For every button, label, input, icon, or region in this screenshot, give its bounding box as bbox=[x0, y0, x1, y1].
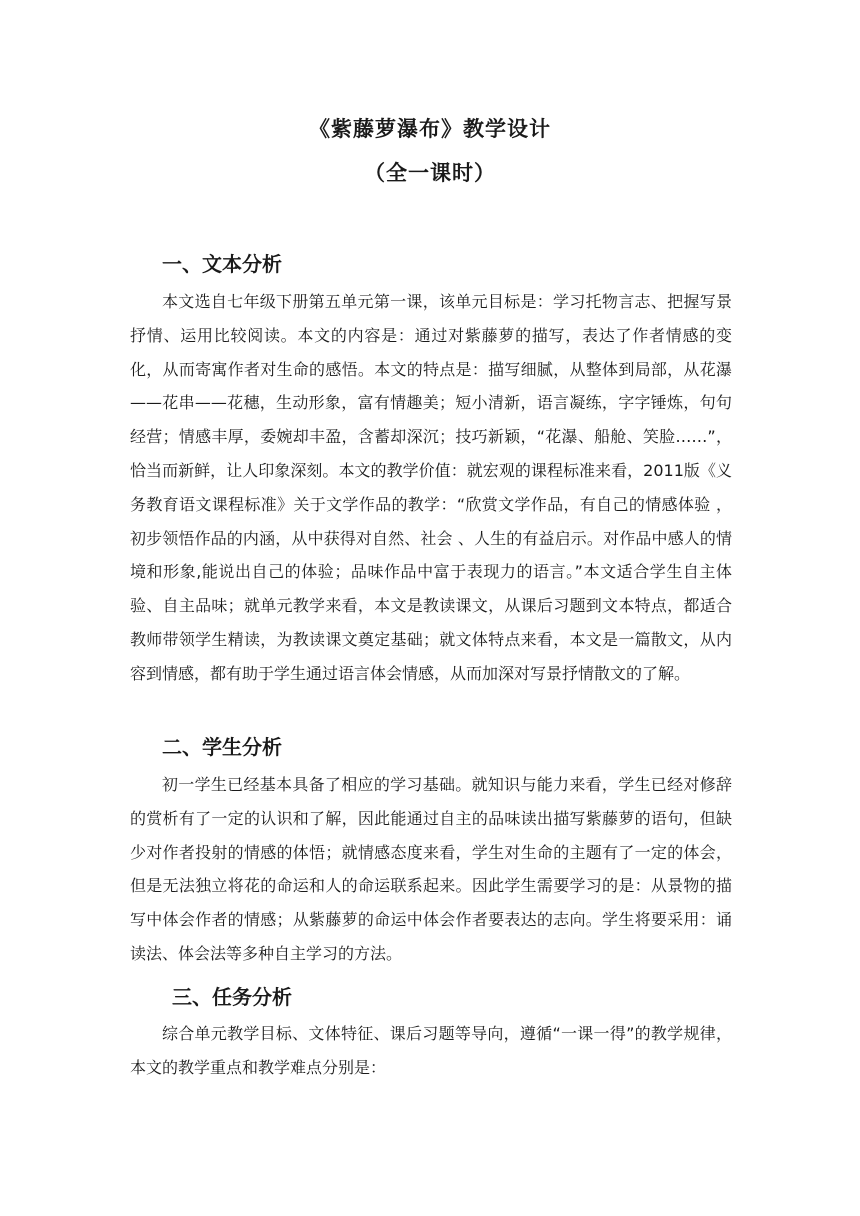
section-heading-text-analysis: 一、文本分析 bbox=[162, 252, 282, 276]
document-subtitle: （全一课时） bbox=[364, 161, 496, 185]
section-paragraph-task-analysis: 综合单元教学目标、文体特征、课后习题等导向，遵循“一课一得”的教学规律，本文的教学重点和教学难点分别是： bbox=[130, 1024, 732, 1077]
section-heading-student-analysis: 二、学生分析 bbox=[162, 735, 282, 759]
document-title: 《紫藤萝瀑布》教学设计 bbox=[309, 117, 551, 141]
section-heading-task-analysis: 三、任务分析 bbox=[172, 985, 292, 1009]
section-paragraph-student-analysis: 初一学生已经基本具备了相应的学习基础。就知识与能力来看，学生已经对修辞的赏析有了一定的认识和了解，因此能通过自主的品味读出描写紫藤萝的语句，但缺少对作者投射的情感的体悟；就情感态度来看，学生对生命的主题有了一定的体会，但是无法独立将花的命运和人的命运联系起来。因此学生需要学习的是：从景物的描写中体会作者的情感；从紫藤萝的命运中体会作者要表达的志向。学生将要采用：诵读法、体会法等多种自主学习的方法。 bbox=[130, 775, 732, 963]
section-paragraph-text-analysis: 本文选自七年级下册第五单元第一课，该单元目标是：学习托物言志、把握写景抒情、运用比较阅读。本文的内容是：通过对紫藤萝的描写，表达了作者情感的变化，从而寄寓作者对生命的感悟。本文的特点是：描写细腻，从整体到局部，从花瀑——花串——花穗，生动形象，富有情趣美；短小清新，语言凝练，字字锤炼，句句经营；情感丰厚，委婉却丰盈，含蓄却深沉；技巧新颖，“花瀑、船舱、笑脸……”，恰当而新鲜，让人印象深刻。本文的教学价值：就宏观的课程标准来看，2011版《义务教育语文课程标准》关于文学作品的教学：“欣赏文学作品，有自己的情感体验 ，初步领悟作品的内涵，从中获得对自然、社会 、人生的有益启示。对作品中感人的情境和形象,能说出自己的体验；品味作品中富于表现力的语言。”本文适合学生自主体验、自主品味；就单元教学来看，本文是教读课文，从课后习题到文本特点，都适合教师带领学生精读，为教读课文奠定基础；就文体特点来看，本文是一篇散文，从内容到情感，都有助于学生通过语言体会情感，从而加深对写景抒情散文的了解。 bbox=[130, 292, 732, 683]
